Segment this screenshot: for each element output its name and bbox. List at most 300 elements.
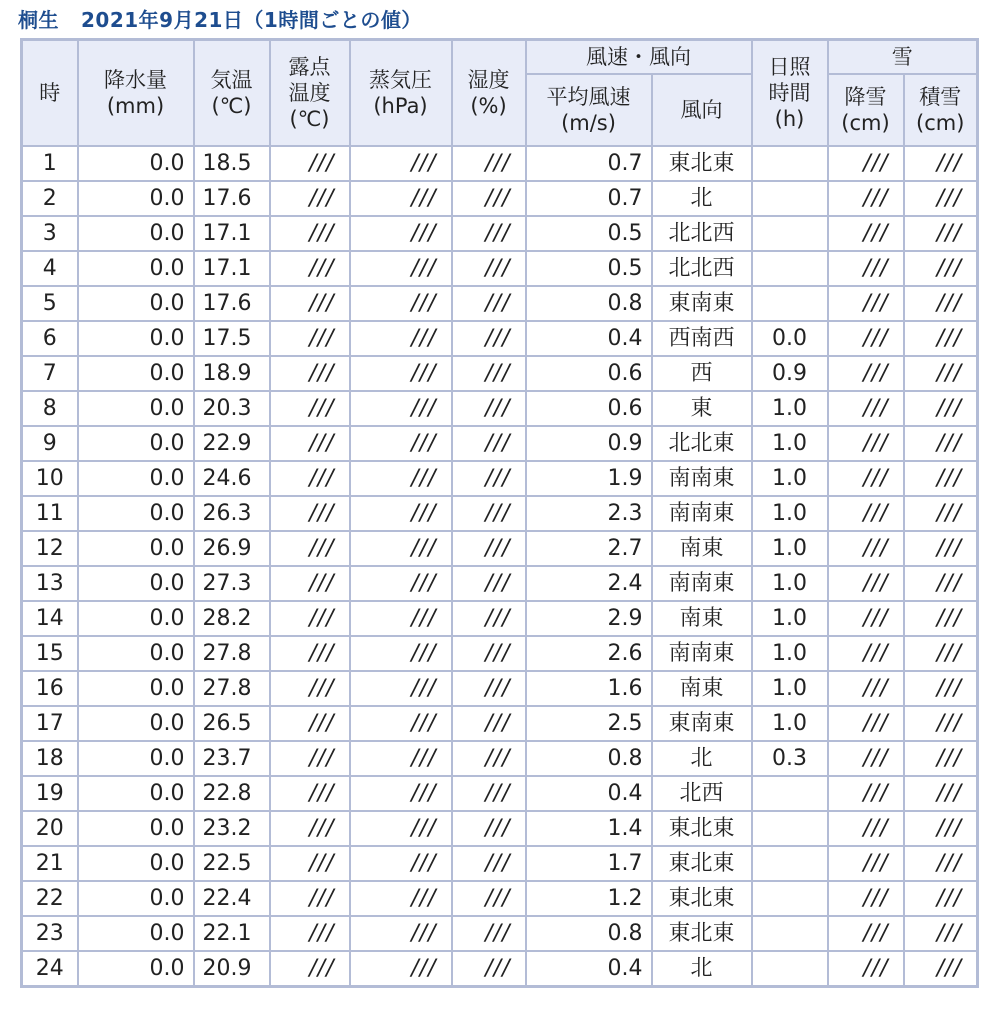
header-wind-group: 風速・風向 xyxy=(526,40,752,75)
hourly-observation-table xyxy=(20,38,979,988)
cell-vapor-pressure: /// xyxy=(350,391,452,426)
cell-sunshine xyxy=(752,181,828,216)
cell-vapor-pressure: /// xyxy=(350,706,452,741)
cell-precip: 0.0 xyxy=(78,671,194,706)
cell-dew-point: /// xyxy=(270,531,350,566)
cell-precip: 0.0 xyxy=(78,356,194,391)
cell-sunshine xyxy=(752,916,828,951)
cell-wind-speed: 2.9 xyxy=(526,601,652,636)
cell-humidity: /// xyxy=(452,146,526,181)
table-row xyxy=(22,636,978,671)
cell-dew-point: /// xyxy=(270,566,350,601)
cell-dew-point: /// xyxy=(270,356,350,391)
cell-precip: 0.0 xyxy=(78,741,194,776)
cell-wind-speed: 1.6 xyxy=(526,671,652,706)
cell-sunshine: 1.0 xyxy=(752,671,828,706)
cell-wind-speed: 2.7 xyxy=(526,531,652,566)
cell-temp: 17.1 xyxy=(194,251,270,286)
cell-hour: 10 xyxy=(22,461,78,496)
cell-snowfall: /// xyxy=(828,566,904,601)
cell-sunshine xyxy=(752,881,828,916)
cell-snowfall: /// xyxy=(828,846,904,881)
cell-snowfall: /// xyxy=(828,461,904,496)
table-row xyxy=(22,951,978,987)
header-dew-point: 露点 温度 (℃) xyxy=(270,40,350,147)
page-title xyxy=(18,4,422,36)
table-row xyxy=(22,461,978,496)
cell-snow-depth: /// xyxy=(904,251,978,286)
cell-temp: 20.3 xyxy=(194,391,270,426)
cell-hour: 13 xyxy=(22,566,78,601)
cell-snowfall: /// xyxy=(828,251,904,286)
cell-precip: 0.0 xyxy=(78,426,194,461)
cell-temp: 22.5 xyxy=(194,846,270,881)
table-row xyxy=(22,286,978,321)
cell-wind-speed: 0.8 xyxy=(526,286,652,321)
cell-wind-speed: 0.9 xyxy=(526,426,652,461)
table-row xyxy=(22,321,978,356)
cell-snowfall: /// xyxy=(828,741,904,776)
cell-snow-depth: /// xyxy=(904,706,978,741)
cell-wind-speed: 0.7 xyxy=(526,146,652,181)
table-row xyxy=(22,356,978,391)
cell-snowfall: /// xyxy=(828,636,904,671)
cell-dew-point: /// xyxy=(270,146,350,181)
cell-snowfall: /// xyxy=(828,531,904,566)
cell-snow-depth: /// xyxy=(904,881,978,916)
cell-dew-point: /// xyxy=(270,181,350,216)
cell-humidity: /// xyxy=(452,216,526,251)
cell-hour: 6 xyxy=(22,321,78,356)
cell-vapor-pressure: /// xyxy=(350,321,452,356)
cell-sunshine: 1.0 xyxy=(752,391,828,426)
cell-hour: 21 xyxy=(22,846,78,881)
table-row xyxy=(22,846,978,881)
cell-snow-depth: /// xyxy=(904,916,978,951)
cell-wind-speed: 2.5 xyxy=(526,706,652,741)
cell-humidity: /// xyxy=(452,531,526,566)
cell-vapor-pressure: /// xyxy=(350,286,452,321)
cell-wind-speed: 0.6 xyxy=(526,356,652,391)
cell-precip: 0.0 xyxy=(78,286,194,321)
cell-wind-direction: 東北東 xyxy=(652,881,752,916)
cell-snow-depth: /// xyxy=(904,636,978,671)
cell-wind-speed: 2.4 xyxy=(526,566,652,601)
cell-humidity: /// xyxy=(452,391,526,426)
cell-temp: 17.6 xyxy=(194,181,270,216)
cell-precip: 0.0 xyxy=(78,776,194,811)
cell-temp: 24.6 xyxy=(194,461,270,496)
cell-vapor-pressure: /// xyxy=(350,146,452,181)
cell-snowfall: /// xyxy=(828,916,904,951)
cell-wind-speed: 0.4 xyxy=(526,321,652,356)
cell-vapor-pressure: /// xyxy=(350,776,452,811)
cell-wind-direction: 東南東 xyxy=(652,706,752,741)
cell-precip: 0.0 xyxy=(78,461,194,496)
cell-snowfall: /// xyxy=(828,496,904,531)
cell-wind-direction: 南南東 xyxy=(652,461,752,496)
cell-snow-depth: /// xyxy=(904,391,978,426)
cell-hour: 18 xyxy=(22,741,78,776)
cell-wind-direction: 南南東 xyxy=(652,566,752,601)
cell-precip: 0.0 xyxy=(78,566,194,601)
cell-hour: 17 xyxy=(22,706,78,741)
cell-temp: 22.1 xyxy=(194,916,270,951)
cell-hour: 3 xyxy=(22,216,78,251)
cell-sunshine: 1.0 xyxy=(752,566,828,601)
cell-humidity: /// xyxy=(452,321,526,356)
cell-wind-speed: 0.8 xyxy=(526,741,652,776)
table-row xyxy=(22,181,978,216)
cell-temp: 22.4 xyxy=(194,881,270,916)
cell-temp: 17.1 xyxy=(194,216,270,251)
cell-dew-point: /// xyxy=(270,216,350,251)
date-caption: 2021年9月21日（1時間ごとの値） xyxy=(81,8,422,32)
cell-wind-direction: 北西 xyxy=(652,776,752,811)
cell-sunshine: 0.9 xyxy=(752,356,828,391)
cell-hour: 23 xyxy=(22,916,78,951)
cell-temp: 26.9 xyxy=(194,531,270,566)
cell-humidity: /// xyxy=(452,741,526,776)
cell-temp: 23.7 xyxy=(194,741,270,776)
cell-snow-depth: /// xyxy=(904,216,978,251)
cell-vapor-pressure: /// xyxy=(350,636,452,671)
cell-snowfall: /// xyxy=(828,216,904,251)
cell-snow-depth: /// xyxy=(904,496,978,531)
cell-temp: 26.3 xyxy=(194,496,270,531)
cell-humidity: /// xyxy=(452,356,526,391)
cell-sunshine: 1.0 xyxy=(752,636,828,671)
cell-humidity: /// xyxy=(452,251,526,286)
cell-wind-direction: 南南東 xyxy=(652,636,752,671)
table-row xyxy=(22,601,978,636)
cell-snowfall: /// xyxy=(828,426,904,461)
cell-snowfall: /// xyxy=(828,706,904,741)
cell-humidity: /// xyxy=(452,636,526,671)
table-row xyxy=(22,706,978,741)
cell-humidity: /// xyxy=(452,601,526,636)
cell-precip: 0.0 xyxy=(78,706,194,741)
cell-humidity: /// xyxy=(452,496,526,531)
cell-dew-point: /// xyxy=(270,636,350,671)
cell-snowfall: /// xyxy=(828,671,904,706)
cell-vapor-pressure: /// xyxy=(350,216,452,251)
cell-precip: 0.0 xyxy=(78,636,194,671)
cell-sunshine: 0.3 xyxy=(752,741,828,776)
header-vapor-pressure: 蒸気圧 (hPa) xyxy=(350,40,452,147)
cell-hour: 8 xyxy=(22,391,78,426)
cell-wind-speed: 0.4 xyxy=(526,951,652,987)
table-row xyxy=(22,741,978,776)
cell-hour: 15 xyxy=(22,636,78,671)
cell-sunshine xyxy=(752,811,828,846)
cell-precip: 0.0 xyxy=(78,881,194,916)
cell-precip: 0.0 xyxy=(78,216,194,251)
cell-sunshine xyxy=(752,216,828,251)
cell-dew-point: /// xyxy=(270,916,350,951)
cell-snow-depth: /// xyxy=(904,671,978,706)
cell-snow-depth: /// xyxy=(904,146,978,181)
cell-snow-depth: /// xyxy=(904,286,978,321)
cell-wind-direction: 東北東 xyxy=(652,146,752,181)
cell-snow-depth: /// xyxy=(904,566,978,601)
cell-sunshine: 1.0 xyxy=(752,706,828,741)
header-wind-speed: 平均風速 (m/s) xyxy=(526,74,652,146)
cell-precip: 0.0 xyxy=(78,531,194,566)
cell-humidity: /// xyxy=(452,706,526,741)
cell-wind-speed: 0.6 xyxy=(526,391,652,426)
cell-dew-point: /// xyxy=(270,741,350,776)
cell-vapor-pressure: /// xyxy=(350,916,452,951)
cell-temp: 18.9 xyxy=(194,356,270,391)
cell-wind-speed: 2.3 xyxy=(526,496,652,531)
cell-temp: 22.9 xyxy=(194,426,270,461)
cell-precip: 0.0 xyxy=(78,601,194,636)
cell-wind-speed: 1.9 xyxy=(526,461,652,496)
table-row xyxy=(22,916,978,951)
cell-humidity: /// xyxy=(452,181,526,216)
cell-wind-direction: 北 xyxy=(652,741,752,776)
cell-dew-point: /// xyxy=(270,426,350,461)
cell-temp: 17.5 xyxy=(194,321,270,356)
cell-wind-speed: 0.5 xyxy=(526,216,652,251)
cell-wind-direction: 東北東 xyxy=(652,916,752,951)
cell-wind-direction: 北北西 xyxy=(652,251,752,286)
cell-humidity: /// xyxy=(452,671,526,706)
table-row xyxy=(22,426,978,461)
cell-wind-speed: 1.2 xyxy=(526,881,652,916)
station-name: 桐生 xyxy=(18,8,59,32)
table-row xyxy=(22,566,978,601)
cell-dew-point: /// xyxy=(270,706,350,741)
cell-precip: 0.0 xyxy=(78,181,194,216)
cell-temp: 27.8 xyxy=(194,671,270,706)
table-row xyxy=(22,811,978,846)
table-row xyxy=(22,671,978,706)
cell-wind-speed: 2.6 xyxy=(526,636,652,671)
cell-wind-direction: 南東 xyxy=(652,601,752,636)
header-snowfall: 降雪 (cm) xyxy=(828,74,904,146)
cell-wind-speed: 0.5 xyxy=(526,251,652,286)
cell-sunshine: 1.0 xyxy=(752,461,828,496)
cell-snowfall: /// xyxy=(828,146,904,181)
table-row xyxy=(22,881,978,916)
cell-humidity: /// xyxy=(452,881,526,916)
cell-precip: 0.0 xyxy=(78,916,194,951)
header-snow-depth: 積雪 (cm) xyxy=(904,74,978,146)
cell-wind-direction: 西南西 xyxy=(652,321,752,356)
table-row xyxy=(22,496,978,531)
cell-wind-direction: 南南東 xyxy=(652,496,752,531)
cell-snowfall: /// xyxy=(828,881,904,916)
cell-humidity: /// xyxy=(452,286,526,321)
cell-hour: 7 xyxy=(22,356,78,391)
cell-sunshine xyxy=(752,286,828,321)
header-precip: 降水量 (mm) xyxy=(78,40,194,147)
cell-hour: 1 xyxy=(22,146,78,181)
cell-snowfall: /// xyxy=(828,321,904,356)
cell-snow-depth: /// xyxy=(904,601,978,636)
table-row xyxy=(22,251,978,286)
cell-temp: 17.6 xyxy=(194,286,270,321)
cell-snowfall: /// xyxy=(828,601,904,636)
cell-hour: 19 xyxy=(22,776,78,811)
cell-precip: 0.0 xyxy=(78,146,194,181)
cell-dew-point: /// xyxy=(270,671,350,706)
cell-hour: 22 xyxy=(22,881,78,916)
table-body xyxy=(22,146,978,987)
cell-wind-direction: 北 xyxy=(652,951,752,987)
cell-wind-speed: 0.7 xyxy=(526,181,652,216)
cell-temp: 26.5 xyxy=(194,706,270,741)
table-header xyxy=(22,40,978,147)
cell-wind-direction: 東 xyxy=(652,391,752,426)
cell-dew-point: /// xyxy=(270,251,350,286)
cell-humidity: /// xyxy=(452,426,526,461)
cell-sunshine: 1.0 xyxy=(752,601,828,636)
cell-wind-direction: 西 xyxy=(652,356,752,391)
header-humidity: 湿度 (%) xyxy=(452,40,526,147)
cell-sunshine: 1.0 xyxy=(752,496,828,531)
cell-wind-speed: 0.4 xyxy=(526,776,652,811)
cell-hour: 24 xyxy=(22,951,78,987)
cell-snow-depth: /// xyxy=(904,356,978,391)
cell-humidity: /// xyxy=(452,846,526,881)
cell-sunshine xyxy=(752,846,828,881)
table-row xyxy=(22,216,978,251)
cell-humidity: /// xyxy=(452,811,526,846)
cell-hour: 12 xyxy=(22,531,78,566)
cell-hour: 5 xyxy=(22,286,78,321)
cell-humidity: /// xyxy=(452,566,526,601)
cell-snowfall: /// xyxy=(828,811,904,846)
cell-vapor-pressure: /// xyxy=(350,881,452,916)
table-row xyxy=(22,146,978,181)
cell-dew-point: /// xyxy=(270,286,350,321)
cell-precip: 0.0 xyxy=(78,321,194,356)
cell-vapor-pressure: /// xyxy=(350,531,452,566)
cell-snowfall: /// xyxy=(828,286,904,321)
cell-humidity: /// xyxy=(452,461,526,496)
cell-wind-speed: 0.8 xyxy=(526,916,652,951)
cell-sunshine xyxy=(752,146,828,181)
cell-sunshine xyxy=(752,776,828,811)
cell-wind-direction: 東北東 xyxy=(652,811,752,846)
cell-wind-direction: 北北西 xyxy=(652,216,752,251)
cell-vapor-pressure: /// xyxy=(350,426,452,461)
cell-dew-point: /// xyxy=(270,321,350,356)
cell-vapor-pressure: /// xyxy=(350,671,452,706)
cell-hour: 16 xyxy=(22,671,78,706)
cell-precip: 0.0 xyxy=(78,846,194,881)
cell-wind-direction: 東北東 xyxy=(652,846,752,881)
cell-temp: 27.3 xyxy=(194,566,270,601)
cell-dew-point: /// xyxy=(270,951,350,987)
cell-vapor-pressure: /// xyxy=(350,356,452,391)
header-sunshine: 日照 時間 (h) xyxy=(752,40,828,147)
cell-dew-point: /// xyxy=(270,846,350,881)
cell-snow-depth: /// xyxy=(904,531,978,566)
cell-hour: 2 xyxy=(22,181,78,216)
cell-humidity: /// xyxy=(452,776,526,811)
cell-dew-point: /// xyxy=(270,811,350,846)
cell-vapor-pressure: /// xyxy=(350,741,452,776)
cell-snow-depth: /// xyxy=(904,461,978,496)
cell-snowfall: /// xyxy=(828,951,904,987)
cell-snow-depth: /// xyxy=(904,811,978,846)
cell-sunshine xyxy=(752,951,828,987)
cell-hour: 4 xyxy=(22,251,78,286)
cell-sunshine xyxy=(752,251,828,286)
cell-vapor-pressure: /// xyxy=(350,951,452,987)
cell-hour: 20 xyxy=(22,811,78,846)
cell-precip: 0.0 xyxy=(78,811,194,846)
cell-precip: 0.0 xyxy=(78,391,194,426)
cell-temp: 28.2 xyxy=(194,601,270,636)
cell-precip: 0.0 xyxy=(78,951,194,987)
cell-wind-direction: 南東 xyxy=(652,531,752,566)
cell-snowfall: /// xyxy=(828,181,904,216)
cell-vapor-pressure: /// xyxy=(350,601,452,636)
cell-dew-point: /// xyxy=(270,601,350,636)
cell-sunshine: 0.0 xyxy=(752,321,828,356)
cell-wind-direction: 北北東 xyxy=(652,426,752,461)
cell-snow-depth: /// xyxy=(904,741,978,776)
cell-temp: 23.2 xyxy=(194,811,270,846)
cell-snowfall: /// xyxy=(828,356,904,391)
cell-vapor-pressure: /// xyxy=(350,496,452,531)
cell-sunshine: 1.0 xyxy=(752,531,828,566)
cell-hour: 14 xyxy=(22,601,78,636)
cell-dew-point: /// xyxy=(270,881,350,916)
cell-humidity: /// xyxy=(452,951,526,987)
table-row xyxy=(22,776,978,811)
header-snow-group: 雪 xyxy=(828,40,978,75)
cell-precip: 0.0 xyxy=(78,496,194,531)
cell-hour: 11 xyxy=(22,496,78,531)
cell-hour: 9 xyxy=(22,426,78,461)
cell-snow-depth: /// xyxy=(904,951,978,987)
cell-dew-point: /// xyxy=(270,391,350,426)
cell-temp: 22.8 xyxy=(194,776,270,811)
cell-wind-direction: 北 xyxy=(652,181,752,216)
cell-wind-speed: 1.7 xyxy=(526,846,652,881)
cell-snowfall: /// xyxy=(828,391,904,426)
cell-vapor-pressure: /// xyxy=(350,181,452,216)
cell-snow-depth: /// xyxy=(904,846,978,881)
cell-precip: 0.0 xyxy=(78,251,194,286)
cell-snow-depth: /// xyxy=(904,181,978,216)
cell-sunshine: 1.0 xyxy=(752,426,828,461)
cell-snow-depth: /// xyxy=(904,776,978,811)
cell-dew-point: /// xyxy=(270,496,350,531)
cell-vapor-pressure: /// xyxy=(350,251,452,286)
cell-snow-depth: /// xyxy=(904,321,978,356)
cell-vapor-pressure: /// xyxy=(350,846,452,881)
cell-snow-depth: /// xyxy=(904,426,978,461)
cell-temp: 18.5 xyxy=(194,146,270,181)
cell-vapor-pressure: /// xyxy=(350,461,452,496)
cell-wind-direction: 東南東 xyxy=(652,286,752,321)
table-row xyxy=(22,531,978,566)
header-wind-direction: 風向 xyxy=(652,74,752,146)
cell-dew-point: /// xyxy=(270,461,350,496)
cell-temp: 20.9 xyxy=(194,951,270,987)
header-temp: 気温 (℃) xyxy=(194,40,270,147)
cell-wind-speed: 1.4 xyxy=(526,811,652,846)
header-hour: 時 xyxy=(22,40,78,147)
cell-humidity: /// xyxy=(452,916,526,951)
